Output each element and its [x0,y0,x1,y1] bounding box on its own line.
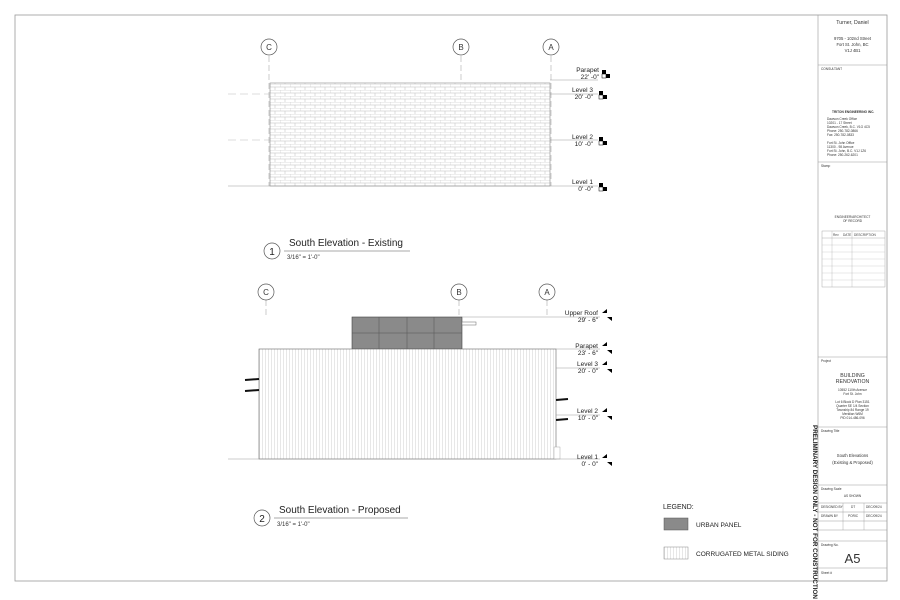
proposed-level-parapet-elev: 23' - 6" [577,350,598,357]
existing-level-2-elev: 10' -0" [574,141,593,148]
seal-line-1: ENGINEER/ARCHITECT [834,215,871,219]
rev-header-desc: DESCRIPTION [854,233,876,237]
proposed-level-upper-roof-name: Upper Roof [564,310,598,317]
level-marker-icon [602,309,612,321]
project-line-4: Lot 6 Block D Plan 3151 [835,400,870,404]
proposed-level-upper-roof-elev: 29' - 6" [577,317,598,324]
grid-label-b: B [456,288,462,297]
consultant-line-9: Fort St. John, B.C. V1J 1Z6 [827,149,866,153]
consultant-line-7: Fort St. John Office [827,141,855,145]
designer-address-2: Fort St. John, BC [836,42,869,47]
level-marker-icon [599,183,607,191]
existing-level-1-elev: 0' -0" [578,186,593,193]
level-marker-icon [602,408,612,420]
grid-label-b: B [458,43,464,52]
drawing-title-label: Drawing Title [821,429,840,433]
project-line-8: PID 014-486-096 [840,416,865,420]
consultant-line-10: Phone: 250-262-6201 [827,153,858,157]
proposed-level-1-name: Level 1 [577,454,598,461]
project-label: Project [821,359,831,363]
drawn-date: DEC/09/24 [866,514,882,518]
project-title-2: RENOVATION [835,379,870,385]
scale-label: Drawing Scale [821,487,842,491]
existing-level-3-name: Level 3 [572,87,593,94]
project-line-6: Township 84 Range 19 [836,408,869,412]
existing-level-2-name: Level 2 [572,134,593,141]
legend-swatch-corrugated [664,547,688,559]
grid-label-a: A [544,288,550,297]
consultant-line-8: 11300 - 98 Avenue [827,145,854,149]
consultant-label: CONSULTANT [821,67,843,71]
level-marker-icon [599,91,607,99]
existing-brick-wall [270,83,550,186]
seal-line-2: OF RECORD [842,219,863,223]
designed-by-label: DESIGNED BY [821,505,843,509]
drawn-by-label: DRAWN BY [821,514,839,518]
proposed-level-1-elev: 0' - 0" [581,461,598,468]
project-line-5: Quarter SE 1/4 Section [836,404,869,408]
rev-header-rev: Rev [833,233,839,237]
proposed-view-scale: 3/16" = 1'-0" [277,522,310,528]
sheet-label: Sheet # [821,571,832,575]
level-marker-icon [602,70,610,78]
level-marker-icon [602,454,612,466]
drawing-number: A5 [844,551,861,566]
view-number-2: 2 [259,514,265,525]
existing-view-title: South Elevation - Existing [289,238,403,249]
drawing-title-2: (Existing & Proposed) [832,460,873,465]
proposed-level-parapet-name: Parapet [575,343,598,350]
scale-value: AS SHOWN [843,494,862,498]
project-line-7: Meridian W6M [842,412,863,416]
proposed-view-title: South Elevation - Proposed [279,505,401,516]
existing-view-scale: 3/16" = 1'-0" [287,255,320,261]
existing-level-1-name: Level 1 [572,179,593,186]
proposed-level-2-name: Level 2 [577,408,598,415]
proposed-level-3-name: Level 3 [577,361,598,368]
consultant-line-4: Phone: 250-782-0866 [827,129,858,133]
project-title-1: BUILDING [840,373,865,379]
legend-swatch-urban-panel [664,518,688,530]
title-block [811,15,887,599]
consultant-line-3: Dawson Creek, B.C. V1G 4C5 [827,125,870,129]
stamp-label: Stamp [821,164,831,168]
consultant-name: TRITON ENGINEERING INC. [832,110,875,114]
grid-label-a: A [548,43,554,52]
existing-level-3-elev: 20' -0" [574,94,593,101]
rev-header-date: DATE [843,233,852,237]
preliminary-note: PRELIMINARY DESIGN ONLY - NOT FOR CONSTRUCTION [811,425,818,599]
project-line-1: 10552 110th Avenue [838,388,867,392]
legend-label-corrugated: CORRUGATED METAL SIDING [696,551,789,558]
existing-level-parapet-name: Parapet [576,67,599,74]
legend-label-urban-panel: URBAN PANEL [696,522,742,529]
proposed-level-2-elev: 10' - 0" [577,415,598,422]
grid-label-c: C [266,43,272,52]
drawing-title-1: South Elevations [836,453,869,458]
grid-label-c: C [263,288,269,297]
consultant-line-2: 10201 - 17 Street [827,121,852,125]
view-number-1: 1 [269,247,275,258]
drawn-by-value: PORIC [848,514,859,518]
drawing-no-label: Drawing No. [821,543,839,547]
existing-level-parapet-elev: 22' -0" [580,74,599,81]
designer-name: Turner, Daniel [836,20,869,26]
elevation-existing [228,39,610,261]
level-marker-icon [602,361,612,373]
consultant-line-1: Dawson Creek Office [827,117,858,121]
designer-address-3: V1J 4B1 [844,48,861,53]
consultant-line-5: Fax: 250-782-0833 [827,133,854,137]
proposed-level-3-elev: 20' - 0" [577,368,598,375]
level-marker-icon [602,342,612,354]
elevation-proposed [228,284,612,528]
designed-by-value: DT [851,505,856,509]
designed-date: DEC/09/24 [866,505,882,509]
corrugated-metal-wall [259,349,556,459]
level-marker-icon [599,137,607,145]
legend-title: LEGEND: [663,504,694,511]
designer-address-1: 9705 - 102nd Street [833,36,872,41]
legend [663,504,789,559]
project-line-2: Fort St. John [843,392,862,396]
